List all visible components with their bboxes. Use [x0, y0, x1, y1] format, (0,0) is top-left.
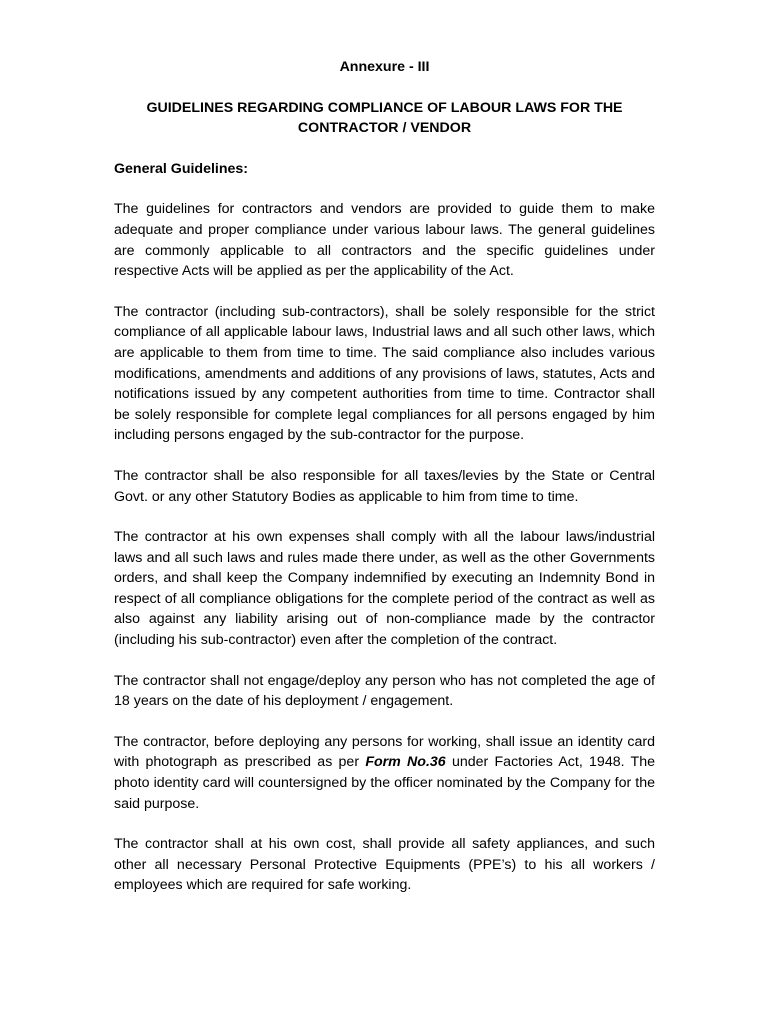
paragraph-identity-card	[114, 732, 655, 814]
paragraph-safety: The contractor shall at his own cost, shall provide all safety appliances, and such other all necessary Personal Protective Equipments (PPE’s) to his all workers / employees which are required for safe working.	[114, 836, 655, 894]
paragraph-purpose: The guidelines for contractors and vendors are provided to guide them to make adequate and proper compliance under various labour laws. The general guidelines are commonly applicable to all contractors and the specific guidelines under respective Acts will be applied as per the applicability of the Act.	[114, 201, 655, 280]
paragraph-age-limit: The contractor shall not engage/deploy any person who has not completed the age of 18 years on the date of his deployment / engagement.	[114, 672, 655, 710]
document-page	[114, 57, 655, 896]
document-title: GUIDELINES REGARDING COMPLIANCE OF LABOUR LAWS FOR THE CONTRACTOR / VENDOR	[146, 99, 623, 137]
section-heading: General Guidelines:	[114, 160, 249, 177]
paragraph-responsibility: The contractor (including sub-contractors), shall be solely responsible for the strict compliance of all applicable labour laws, Industrial laws and all such other laws, which are applicable to them from time to time. The said compliance also includes various modifications, amendments and additions of any provisions of laws, statutes, Acts and notifications issued by any competent authorities from time to time. Contractor shall be solely responsible for complete legal compliances for all persons engaged by him including persons engaged by the sub-contractor for the purpose.	[114, 303, 655, 444]
identity-text-after: under Factories Act, 1948. The photo identity card will countersigned by the officer nominated by the Company for the said purpose.	[114, 754, 656, 812]
form-reference: Form No.36	[365, 754, 446, 771]
paragraph-taxes: The contractor shall be also responsible for all taxes/levies by the State or Central Govt. or any other Statutory Bodies as applicable to him from time to time.	[114, 467, 655, 505]
identity-text-before: The contractor, before deploying any persons for working, shall issue an identity card with photograph as prescribed as per	[114, 733, 655, 771]
paragraph-indemnity: The contractor at his own expenses shall comply with all the labour laws/industrial laws and all such laws and rules made there under, as well as the other Governments orders, and shall keep the Company indemnified by executing an Indemnity Bond in respect of all compliance obligations for the complete period of the contract as well as also against any liability arising out of non-compliance made by the contractor (including his sub-contractor) even after the completion of the contract.	[114, 529, 655, 649]
annexure-label: Annexure - III	[339, 59, 430, 75]
